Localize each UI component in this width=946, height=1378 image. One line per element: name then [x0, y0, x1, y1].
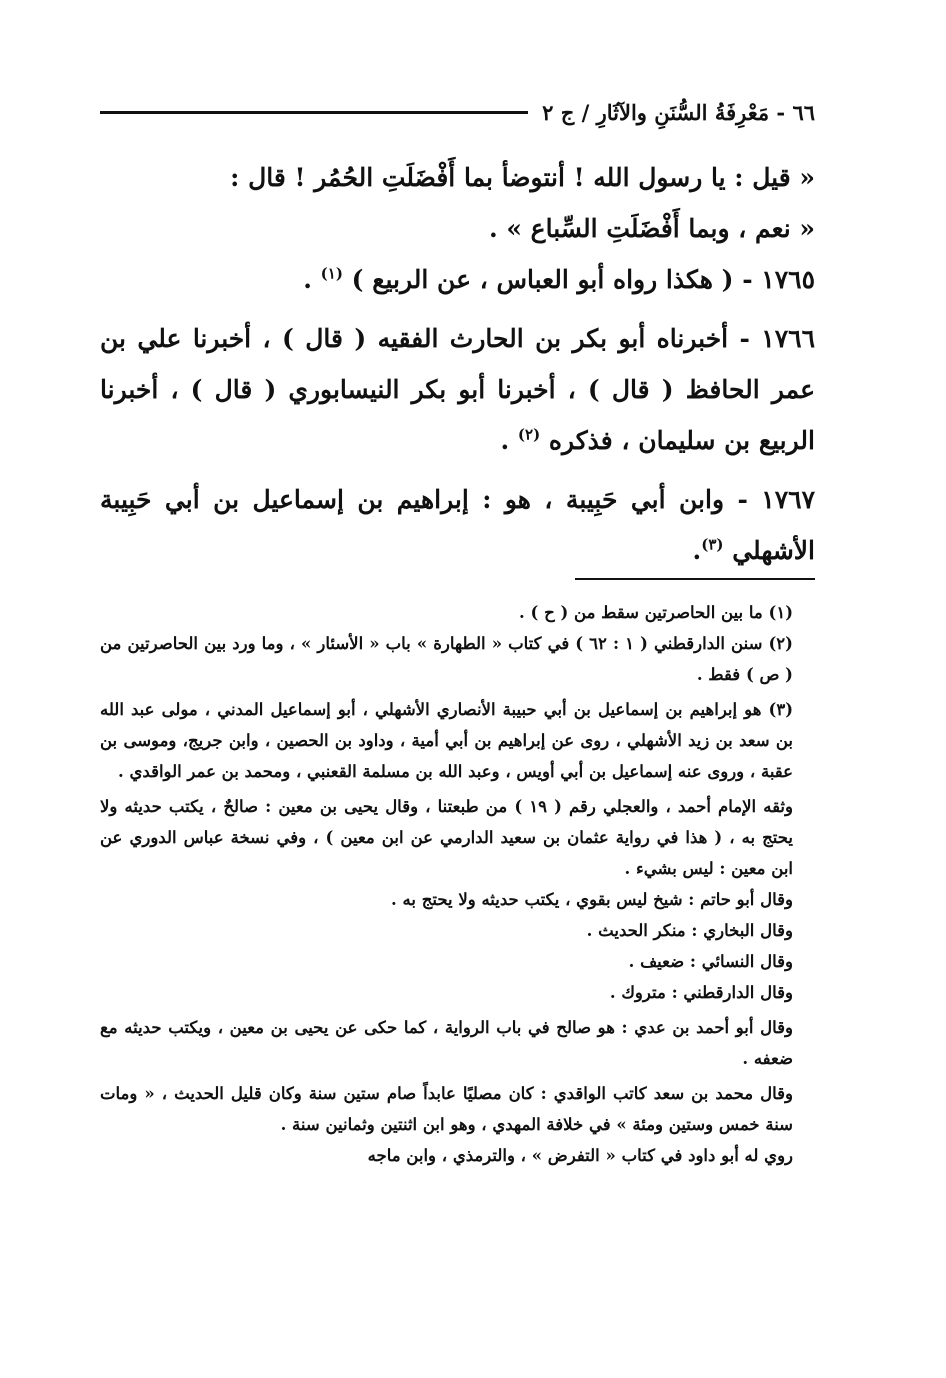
footnote-3-bio-3: وقال البخاري : منكر الحديث . [586, 921, 793, 940]
hadith-line-1: « قيل : يا رسول الله ! أنتوضأ بما أَفْضَلَتِ الحُمُر ! قال : [230, 163, 815, 192]
footnote-ref-1: (١) [320, 264, 343, 283]
running-title: ٦٦ - مَعْرِفَةُ السُّنَنِ والآثَارِ / ج ٢ [542, 99, 815, 125]
footnote-3-bio-2: وقال أبو حاتم : شيخ ليس بقوي ، يكتب حديثه ولا يحتج به . [391, 890, 793, 909]
footnote-3-bio-8: روي له أبو داود في كتاب « التفرض » ، والترمذي ، وابن ماجه [367, 1146, 793, 1165]
footnote-2: (٢) سنن الدارقطني ( ١ : ٦٢ ) في كتاب « الطهارة » باب « الأسئار » ، وما ورد بين الحاصرتين من ( ص ) فقط . [100, 634, 793, 684]
footnote-ref-3: (٣) [701, 535, 724, 554]
footnotes [100, 597, 815, 1171]
main-text [100, 152, 815, 576]
paragraph-1767: ١٧٦٧ - وابن أبي حَبِيبة ، هو : إبراهيم بن إسماعيل بن أبي حَبِيبة الأشهلي $^{(٣)}$. [100, 485, 815, 565]
paragraph-1766: ١٧٦٦ - أخبرناه أبو بكر بن الحارث الفقيه ( قال ) ، أخبرنا علي بن عمر الحافظ ( قال ) ، أخبرنا أبو بكر النيسابوري ( قال ) ، أخبرنا الربيع بن سليمان ، فذكره $^{(٢)}$ . [100, 324, 815, 455]
paragraph-1765: ١٧٦٥ - ( هكذا رواه أبو العباس ، عن الربيع ) $^{(١)}$ . [303, 264, 815, 294]
footnote-3-bio-5: وقال الدارقطني : متروك . [609, 983, 793, 1002]
hadith-line-2: « نعم ، وبما أَفْضَلَتِ السِّباع » . [488, 214, 815, 243]
footnote-3-bio-6: وقال أبو أحمد بن عدي : هو صالح في باب الرواية ، كما حكى عن يحيى بن معين ، ويكتب حديثه مع ضعفه . [100, 1018, 793, 1068]
footnote-3-bio-1: وثقه الإمام أحمد ، والعجلي رقم ( ١٩ ) من طبعتنا ، وقال يحيى بن معين : صالحٌ ، يكتب حديثه ولا يحتج به ، ( هذا في رواية عثمان بن سعيد الدارمي عن ابن معين ) ، وفي نسخة عباس الدوري عن ابن معين : ليس بشيء . [100, 797, 793, 878]
footnote-ref-2: (٢) [517, 425, 541, 444]
footnote-3: (٣) هو إبراهيم بن إسماعيل بن أبي حبيبة الأنصاري الأشهلي ، أبو إسماعيل المدني ، مولى عبد الله بن سعد بن زيد الأشهلي ، روى عن إبراهيم بن أبي أمية ، وداود بن الحصين ، وابن جريج، وموسى بن عقبة ، وروى عنه إسماعيل بن أبي أويس ، وعبد الله بن مسلمة القعنبي ، ومحمد بن عمر الواقدي . [100, 700, 793, 781]
footnote-1: (١) ما بين الحاصرتين سقط من ( ح ) . [519, 603, 793, 622]
running-header [100, 92, 815, 132]
footnote-3-bio-4: وقال النسائي : ضعيف . [628, 952, 793, 971]
footnote-separator [575, 578, 815, 580]
header-rule [100, 111, 528, 114]
footnote-3-bio-7: وقال محمد بن سعد كاتب الواقدي : كان مصليًا عابداً صام ستين سنة وكان قليل الحديث ، « ومات سنة خمس وستين ومئة » في خلافة المهدي ، وهو ابن اثنتين وثمانين سنة . [100, 1084, 793, 1134]
